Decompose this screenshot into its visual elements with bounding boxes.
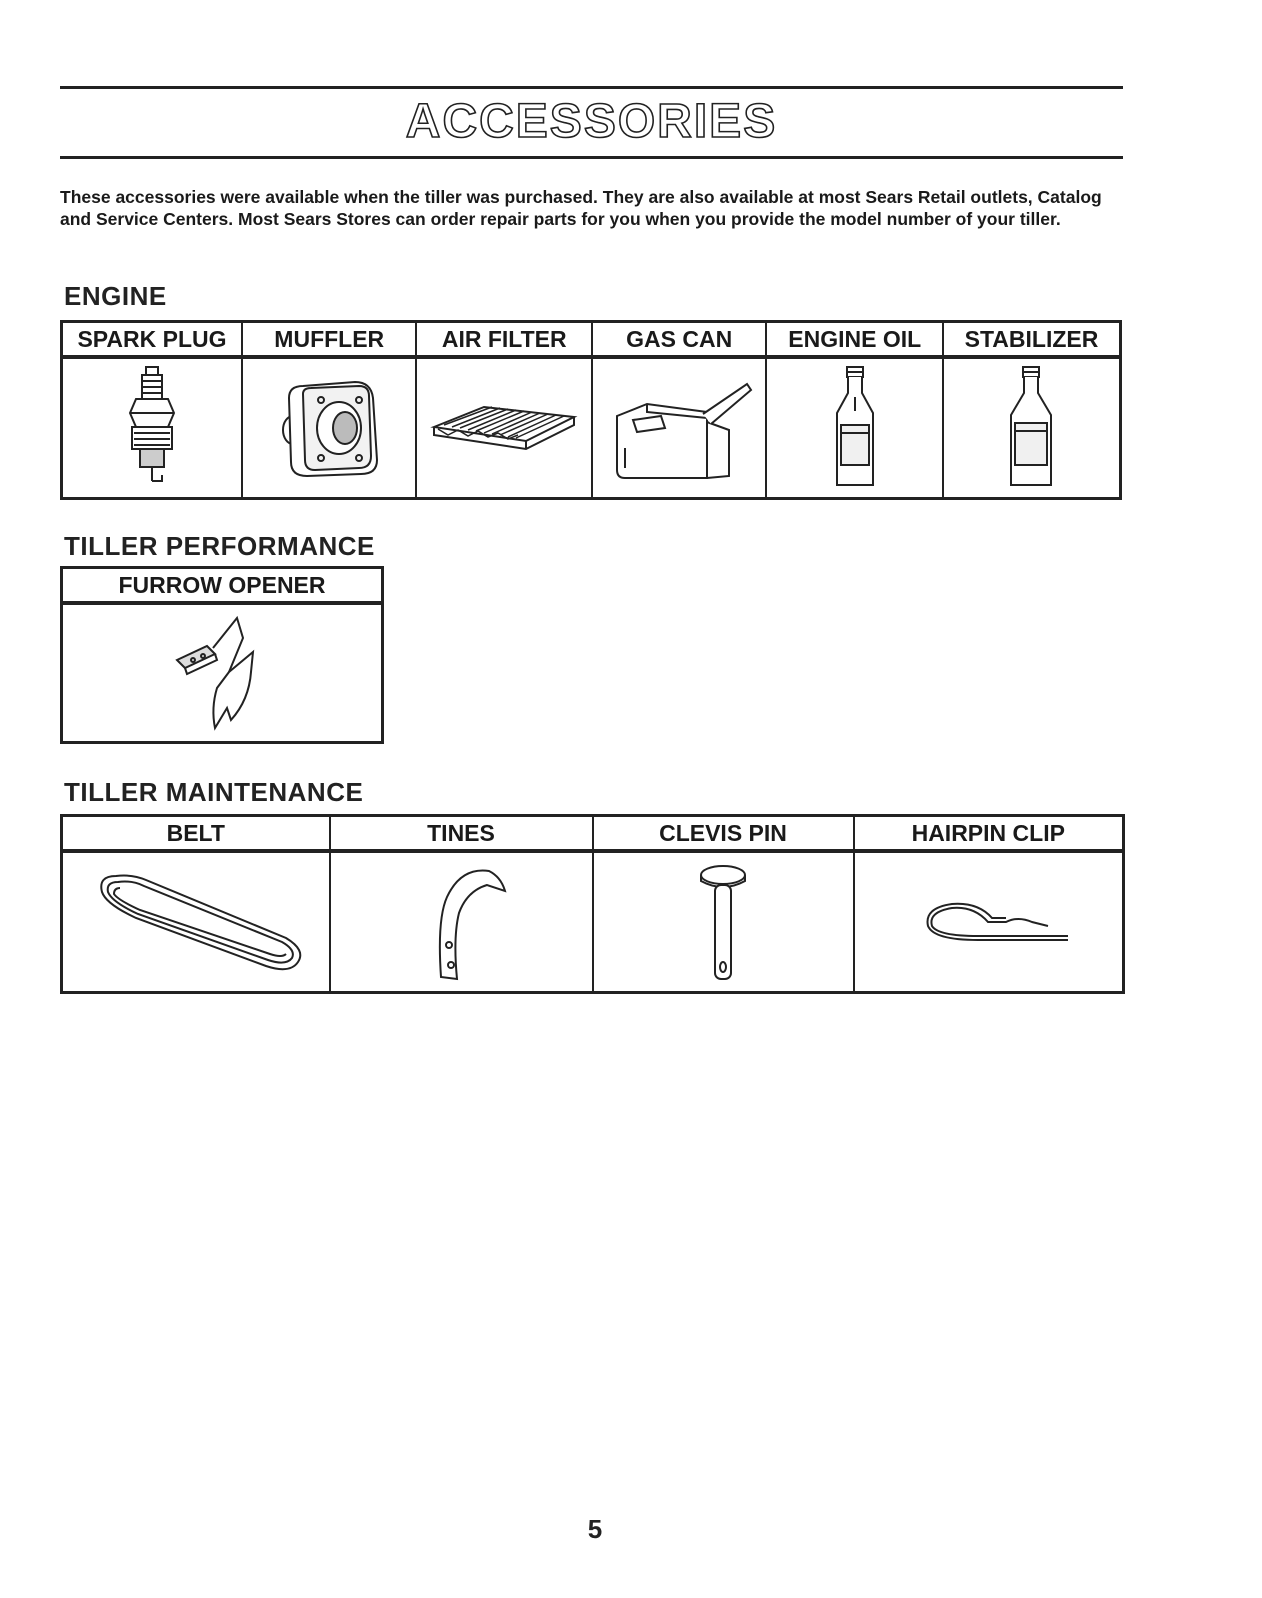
tiller-maintenance-heading: TILLER MAINTENANCE — [64, 777, 364, 807]
oil-bottle-icon — [815, 363, 895, 493]
hairpin-clip-cell — [854, 851, 1124, 993]
engine-heading: ENGINE — [64, 281, 167, 311]
clevis-pin-label: CLEVIS PIN — [593, 816, 854, 852]
stabilizer-label: STABILIZER — [943, 322, 1121, 358]
engine-oil-cell — [766, 357, 943, 499]
spark-plug-icon — [112, 363, 192, 493]
spark-plug-label: SPARK PLUG — [62, 322, 243, 358]
gas-can-icon — [599, 368, 759, 488]
furrow-opener-label: FURROW OPENER — [62, 568, 383, 604]
page-title: ACCESSORIES — [405, 95, 778, 148]
engine-accessories-table — [60, 320, 1122, 500]
air-filter-label: AIR FILTER — [416, 322, 591, 358]
furrow-opener-cell — [62, 603, 383, 743]
tiller-performance-table — [60, 566, 384, 744]
intro-paragraph: These accessories were available when the tiller was purchased. They are also available at most Sears Retail outlets, Catalog and Service Centers. Most Sears Stores can order repair parts for you when you provide the model number of your tiller. — [60, 187, 1102, 229]
furrow-opener-icon — [157, 608, 287, 738]
tine-icon — [401, 857, 521, 987]
gas-can-cell — [592, 357, 766, 499]
title-underline-rule — [60, 156, 1123, 159]
top-rule — [60, 86, 1123, 89]
air-filter-cell — [416, 357, 591, 499]
tines-label: TINES — [330, 816, 593, 852]
hairpin-clip-label: HAIRPIN CLIP — [854, 816, 1124, 852]
air-filter-icon — [424, 383, 584, 473]
muffler-cell — [242, 357, 416, 499]
stabilizer-cell — [943, 357, 1121, 499]
clevis-pin-cell — [593, 851, 854, 993]
spark-plug-cell — [62, 357, 243, 499]
gas-can-label: GAS CAN — [592, 322, 766, 358]
belt-cell — [62, 851, 330, 993]
muffler-icon — [259, 368, 399, 488]
clevis-pin-icon — [683, 857, 763, 987]
belt-label: BELT — [62, 816, 330, 852]
muffler-label: MUFFLER — [242, 322, 416, 358]
belt-icon — [76, 862, 316, 982]
stabilizer-bottle-icon — [991, 363, 1071, 493]
page-number: 5 — [587, 1514, 603, 1544]
tiller-maintenance-table — [60, 814, 1125, 994]
tiller-performance-heading: TILLER PERFORMANCE — [64, 531, 375, 561]
engine-oil-label: ENGINE OIL — [766, 322, 943, 358]
tines-cell — [330, 851, 593, 993]
hairpin-clip-icon — [898, 882, 1078, 962]
